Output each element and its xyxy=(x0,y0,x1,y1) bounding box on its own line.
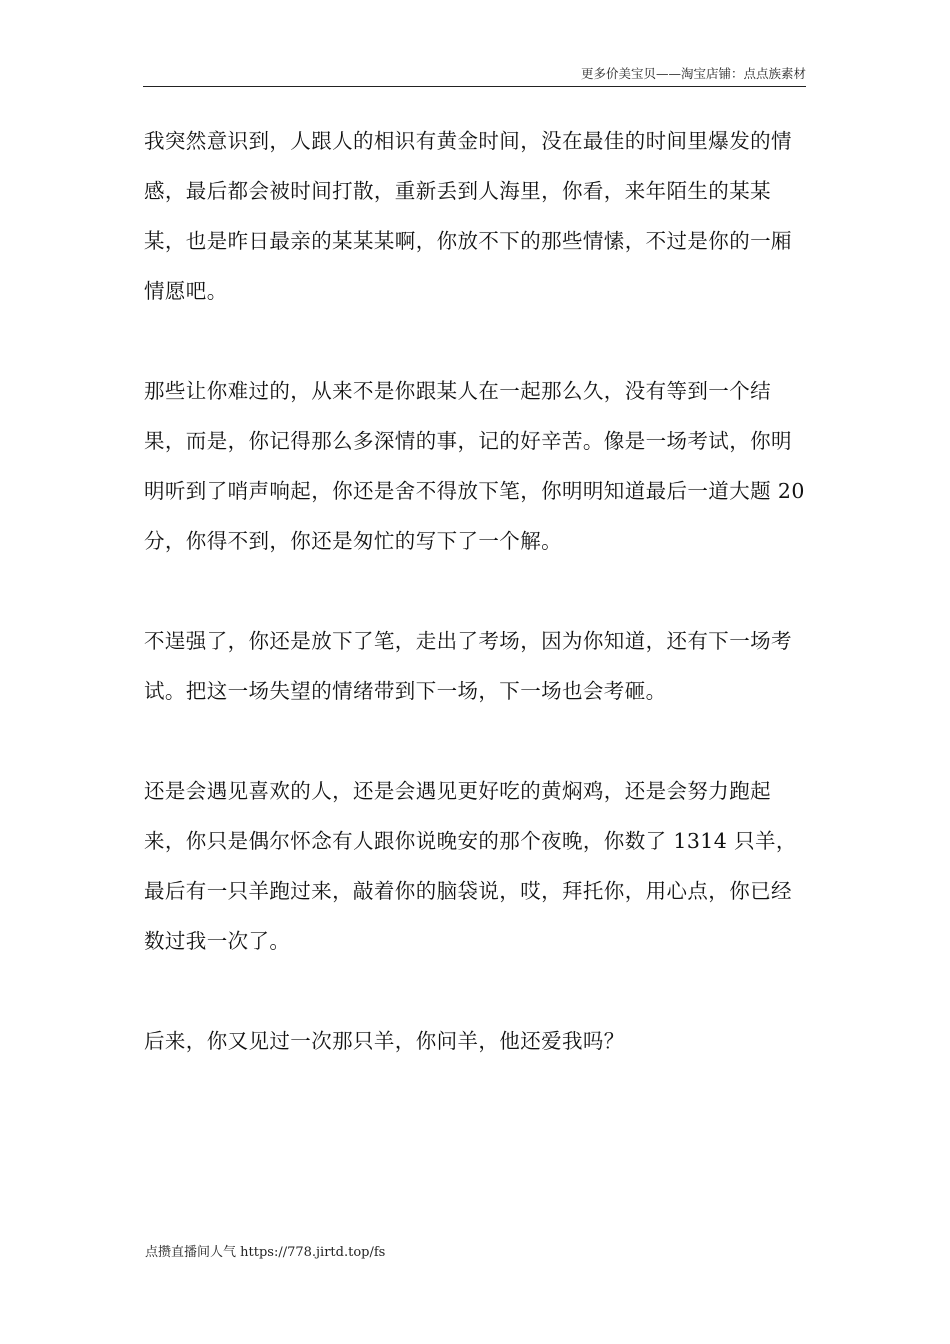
paragraph: 那些让你难过的，从来不是你跟某人在一起那么久，没有等到一个结果，而是，你记得那么多深情的事，记的好辛苦。像是一场考试，你明明听到了哨声响起，你还是舍不得放下笔，你明明知道最后一道大题 20 分，你得不到，你还是匆忙的写下了一个解。 xyxy=(144,379,805,553)
paragraph: 我突然意识到，人跟人的相识有黄金时间，没在最佳的时间里爆发的情感，最后都会被时间打散，重新丢到人海里，你看，来年陌生的某某某，也是昨日最亲的某某某啊，你放不下的那些情愫，不过是你的一厢情愿吧。 xyxy=(144,129,792,303)
paragraph: 后来，你又见过一次那只羊，你问羊，他还爱我吗？ xyxy=(144,1029,625,1053)
page-header xyxy=(143,64,806,87)
paragraph: 不逞强了，你还是放下了笔，走出了考场，因为你知道，还有下一场考试。把这一场失望的情绪带到下一场，下一场也会考砸。 xyxy=(144,629,792,703)
page-footer: 点攒直播间人气 https://778.jirtd.top/fs xyxy=(145,1245,386,1260)
header-text: 更多价美宝贝——淘宝店铺：点点族素材 xyxy=(580,66,806,81)
paragraph: 还是会遇见喜欢的人，还是会遇见更好吃的黄焖鸡，还是会努力跑起来，你只是偶尔怀念有人跟你说晚安的那个夜晚，你数了 1314 只羊，最后有一只羊跑过来，敲着你的脑袋说，哎，拜托你，用心点，你已经数过我一次了。 xyxy=(144,779,797,953)
document-body xyxy=(144,116,810,1116)
